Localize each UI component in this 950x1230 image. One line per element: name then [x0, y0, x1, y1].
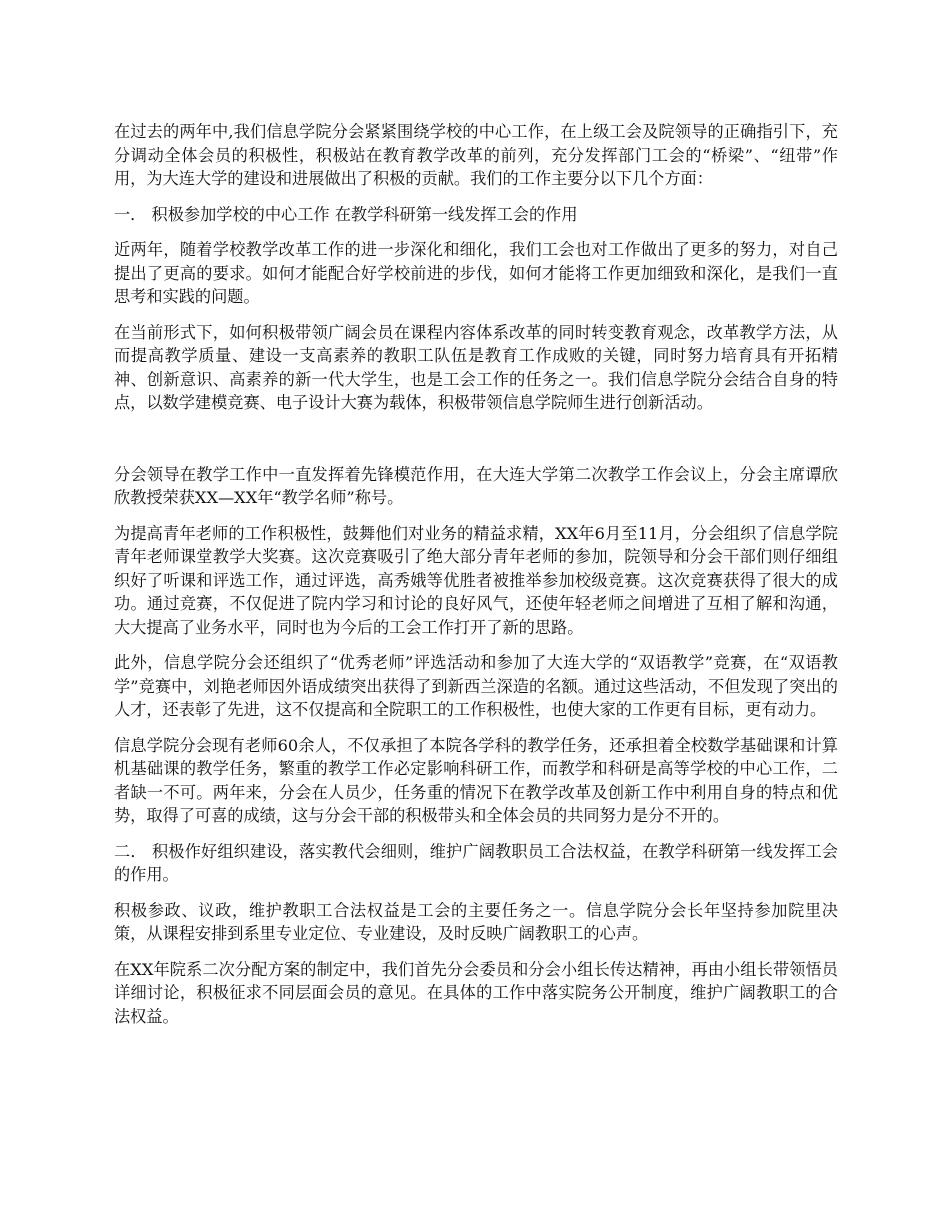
section-heading-1: 一． 积极参加学校的中心工作 在教学科研第一线发挥工会的作用 [114, 204, 578, 224]
paragraph: 此外，信息学院分会还组织了“优秀老师”评选活动和参加了大连大学的“双语教学”竞赛，在“双语教学”竞赛中，刘艳老师因外语成绩突出获得了到新西兰深造的名额。通过这些活动，不但发现了突出的人才，还表彰了先进，这不仅提高和全院职工的工作积极性，也使大家的工作更有目标，更有动力。 [114, 653, 838, 719]
paragraph: 信息学院分会现有老师60余人，不仅承担了本院各学科的教学任务，还承担着全校数学基础课和计算机基础课的教学任务，繁重的教学工作必定影响科研工作，而教学和科研是高等学校的中心工作，二者缺一不可。两年来，分会在人员少，任务重的情况下在教学改革及创新工作中利用自身的特点和优势，取得了可喜的成绩，这与分会干部的积极带头和全体会员的共同努力是分不开的。 [114, 735, 838, 825]
paragraph: 在当前形式下，如何积极带领广阔会员在课程内容体系改革的同时转变教育观念，改革教学方法，从而提高教学质量、建设一支高素养的教职工队伍是教育工作成败的关键，同时努力培育具有开拓精神、创新意识、高素养的新一代大学生，也是工会工作的任务之一。我们信息学院分会结合自身的特点，以数学建模竞赛、电子设计大赛为载体，积极带领信息学院师生进行创新活动。 [114, 322, 838, 412]
document-body [114, 120, 838, 1040]
paragraph: 近两年，随着学校教学改革工作的进一步深化和细化，我们工会也对工作做出了更多的努力，对自己提出了更高的要求。如何才能配合好学校前进的步伐，如何才能将工作更加细致和深化，是我们一直思考和实践的问题。 [114, 240, 838, 306]
paragraph: 积极参政、议政，维护教职工合法权益是工会的主要任务之一。信息学院分会长年坚持参加院里决策，从课程安排到系里专业定位、专业建设，及时反映广阔教职工的心声。 [114, 900, 838, 943]
spacer [114, 427, 838, 463]
paragraph: 为提高青年老师的工作积极性，鼓舞他们对业务的精益求精，XX年6月至11月，分会组织了信息学院青年老师课堂教学大奖赛。这次竞赛吸引了绝大部分青年老师的参加，院领导和分会干部们则仔细组织好了听课和评选工作，通过评选，高秀娥等优胜者被推举参加校级竞赛。这次竞赛获得了很大的成功。通过竞赛，不仅促进了院内学习和讨论的良好风气，还使年轻老师之间增进了互相了解和沟通，大大提高了业务水平，同时也为今后的工会工作打开了新的思路。 [114, 523, 838, 637]
paragraph: 在XX年院系二次分配方案的制定中，我们首先分会委员和分会小组长传达精神，再由小组长带领悟员详细讨论，积极征求不同层面会员的意见。在具体的工作中落实院务公开制度，维护广阔教职工的合法权益。 [114, 959, 838, 1026]
section-heading-2: 二． 积极作好组织建设，落实教代会细则，维护广阔教职员工合法权益，在教学科研第一线发挥工会的作用。 [114, 841, 838, 884]
paragraph-intro: 在过去的两年中,我们信息学院分会紧紧围绕学校的中心工作，在上级工会及院领导的正确指引下，充分调动全体会员的积极性，积极站在教育教学改革的前列，充分发挥部门工会的“桥梁”、“纽带”作用，为大连大学的建设和进展做出了积极的贡献。我们的工作主要分以下几个方面： [114, 122, 838, 188]
paragraph: 分会领导在教学工作中一直发挥着先锋模范作用，在大连大学第二次教学工作会议上，分会主席谭欣欣教授荣获XX—XX年“教学名师”称号。 [114, 464, 838, 507]
